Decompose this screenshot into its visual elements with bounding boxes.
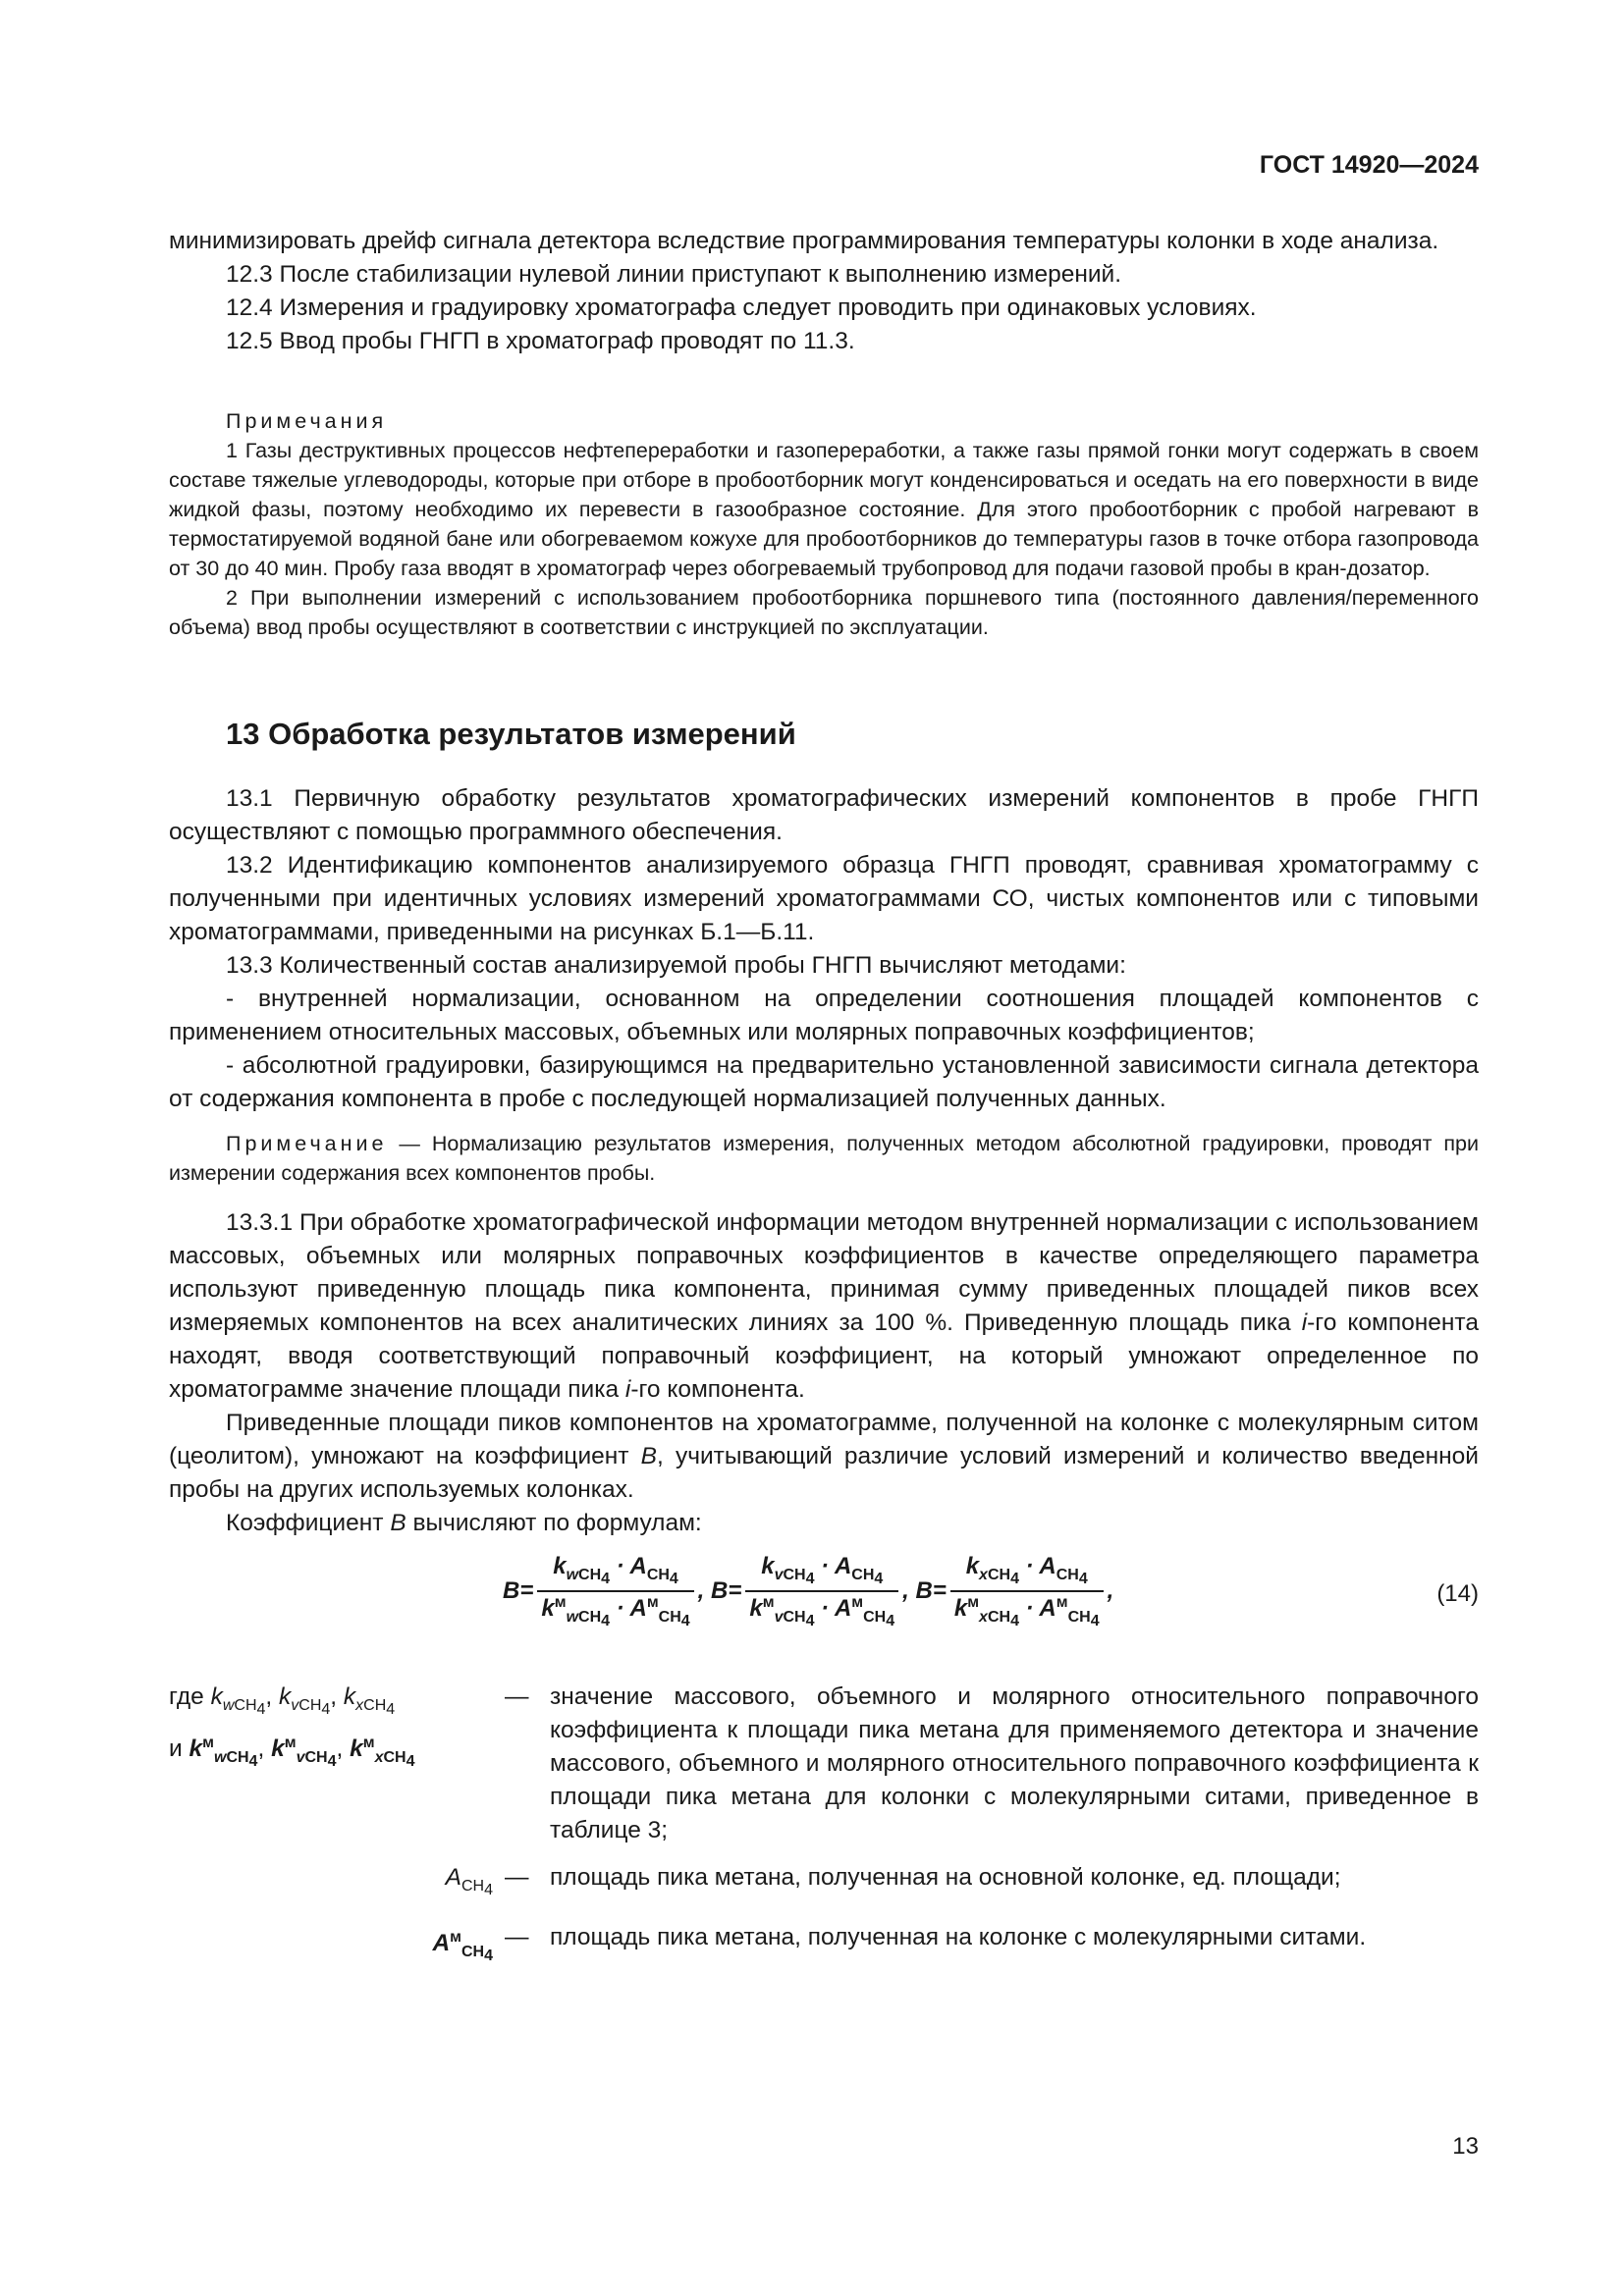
note-item-1: 1 Газы деструктивных процессов нефтепереработки и газопереработки, а также газы прямой гонки могут содержать в своем составе тяжелые углеводороды, которые при отборе в пробоотборник могут конденсироваться и оседать на его поверхности в виде жидкой фазы, поэтому необходимо их перевести в газообразное состояние. Для этого пробоотборник с пробой нагревают в термостатируемой водяной бане или обогреваемом кожухе для пробоотборников до температуры газов в точке отбора газопровода от 30 до 40 мин. Пробу газа вводят в хроматограф через обогреваемый трубопровод для подачи газовой пробы в кран-дозатор. bbox=[169, 439, 1479, 580]
note-text: — Нормализацию результатов измерения, полученных методом абсолютной градуировки, проводят при измерении содержания всех компонентов пробы. bbox=[169, 1132, 1479, 1185]
paragraph-continuation: минимизировать дрейф сигнала детектора вследствие программирования температуры колонки в ходе анализа. bbox=[169, 228, 1439, 254]
paragraph-coefficient-b: Коэффициент B вычисляют по формулам: bbox=[226, 1510, 702, 1536]
paragraph-13-3: 13.3 Количественный состав анализируемой пробы ГНГП вычисляют методами: bbox=[226, 952, 1126, 979]
paragraph-12-3: 12.3 После стабилизации нулевой линии приступают к выполнению измерений. bbox=[226, 261, 1122, 288]
formula-14 bbox=[169, 1553, 1479, 1643]
legend-desc-k: значение массового, объемного и молярного относительного поправочного коэффициента к площади пика метана для применяемого детектора и значение массового, объемного и молярного относительного поправочного коэффициента к площади пика метана для колонки с молекулярными ситами, приведенное в таблице 3; bbox=[550, 1683, 1479, 1843]
note-normalization bbox=[169, 1129, 1479, 1188]
standard-code: ГОСТ 14920—2024 bbox=[1259, 151, 1479, 179]
paragraph-12-4: 12.4 Измерения и градуировку хроматографа следует проводить при одинаковых условиях. bbox=[226, 294, 1257, 321]
fraction-x: $\frac{k_{xCH_4} \cdot A_{CH_4}}{k^м_{xCH_4} \cdot A^м_{CH_4}}$ bbox=[950, 1553, 1104, 1630]
formula-expression: B = $\frac{k_{wCH_4} \cdot A_{CH_4}}{k^м_{wCH_4} \cdot A^м_{CH_4}}$ , B = $\frac{k_{vCH_4} \cdot A_{CH_4}}{k^м_{vCH_4} \cdot A^м_{CH_4}}$ , B = $\frac{k_{xCH_4} \cdot A_{CH_4}}{k^м_{xCH_4} \cdot A^м_{CH_4}}$ , bbox=[503, 1553, 1114, 1629]
legend-desc-a: площадь пика метана, полученная на основной колонке, ед. площади; bbox=[550, 1864, 1341, 1891]
paragraph-13-1: 13.1 Первичную обработку результатов хроматографических измерений компонентов в пробе ГНГП осуществляют с помощью программного обеспечения. bbox=[169, 785, 1479, 845]
paragraph-13-2: 13.2 Идентификацию компонентов анализируемого образца ГНГП проводят, сравнивая хроматограмму с полученными при идентичных условиях измерений хроматограммами СО, чистых компонентов или с типовыми хроматограммами, приведенными на рисунках Б.1—Б.11. bbox=[169, 852, 1479, 945]
legend-dash: — bbox=[505, 1864, 529, 1891]
note-label: Примечание bbox=[226, 1132, 388, 1155]
fraction-v: $\frac{k_{vCH_4} \cdot A_{CH_4}}{k^м_{vCH_4} \cdot A^м_{CH_4}}$ bbox=[745, 1553, 898, 1630]
legend-row-a bbox=[169, 1861, 1479, 1907]
legend-row-k bbox=[169, 1681, 1479, 1847]
notes-title: Примечания bbox=[226, 409, 388, 433]
legend-row-am bbox=[169, 1921, 1479, 1973]
note-item-2: 2 При выполнении измерений с использованием пробоотборника поршневого типа (постоянного давления/переменного объема) ввод пробы осуществляют в соответствии с инструкцией по эксплуатации. bbox=[169, 586, 1479, 639]
legend-symbol-a: $A_{CH_4}$ bbox=[445, 1864, 493, 1899]
paragraph-12-5: 12.5 Ввод пробы ГНГП в хроматограф проводят по 11.3. bbox=[226, 328, 855, 354]
legend-desc-am: площадь пика метана, полученная на колонке с молекулярными ситами. bbox=[550, 1924, 1367, 1951]
legend-symbol-k: где $k_{wCH_4}$, $k_{vCH_4}$, $k_{xCH_4}$ и $k^м_{wCH_4}$, $k^м_{vCH_4}$, $k^м_{xCH_4}$ bbox=[169, 1683, 415, 1771]
paragraph-reduced-areas: Приведенные площади пиков компонентов на хроматограмме, полученной на колонке с молекулярным ситом (цеолитом), умножают на коэффициент B, учитывающий различие условий измерений и количество введенной пробы на других используемых колонках. bbox=[169, 1410, 1479, 1503]
section-paragraphs bbox=[169, 782, 1479, 1116]
page-number: 13 bbox=[1452, 2133, 1479, 2160]
legend-symbol-am: $A^м_{CH_4}$ bbox=[432, 1929, 493, 1965]
section-title: 13 Обработка результатов измерений bbox=[226, 717, 796, 751]
fraction-w: $\frac{k_{wCH_4} \cdot A_{CH_4}}{k^м_{wCH_4} \cdot A^м_{CH_4}}$ bbox=[537, 1553, 693, 1630]
top-paragraphs bbox=[169, 225, 1479, 358]
notes-block bbox=[169, 406, 1479, 642]
paragraph-13-3-1: 13.3.1 При обработке хроматографической информации методом внутренней нормализации с использованием массовых, объемных или молярных поправочных коэффициентов в качестве определяющего параметра используют приведенную площадь пика компонента, принимая сумму приведенных площадей пиков всех измеряемых компонентов на всех аналитических линиях за 100 %. Приведенную площадь пика i-го компонента находят, вводя соответствующий поправочный коэффициент, на который умножают определенное по хроматограмме значение площади пика i-го компонента. bbox=[169, 1209, 1479, 1403]
legend-dash: — bbox=[505, 1924, 529, 1951]
list-item-absolute-calibration: - абсолютной градуировки, базирующимся на предварительно установленной зависимости сигнала детектора от содержания компонента в пробе с последующей нормализацией полученных данных. bbox=[169, 1052, 1479, 1112]
list-item-internal-normalization: - внутренней нормализации, основанном на определении соотношения площадей компонентов с применением относительных массовых, объемных или молярных поправочных коэффициентов; bbox=[169, 986, 1479, 1045]
legend-dash: — bbox=[505, 1683, 529, 1710]
equation-number: (14) bbox=[1436, 1580, 1479, 1607]
paragraphs-13-3-1 bbox=[169, 1206, 1479, 1540]
symbol-legend bbox=[169, 1681, 1479, 1987]
